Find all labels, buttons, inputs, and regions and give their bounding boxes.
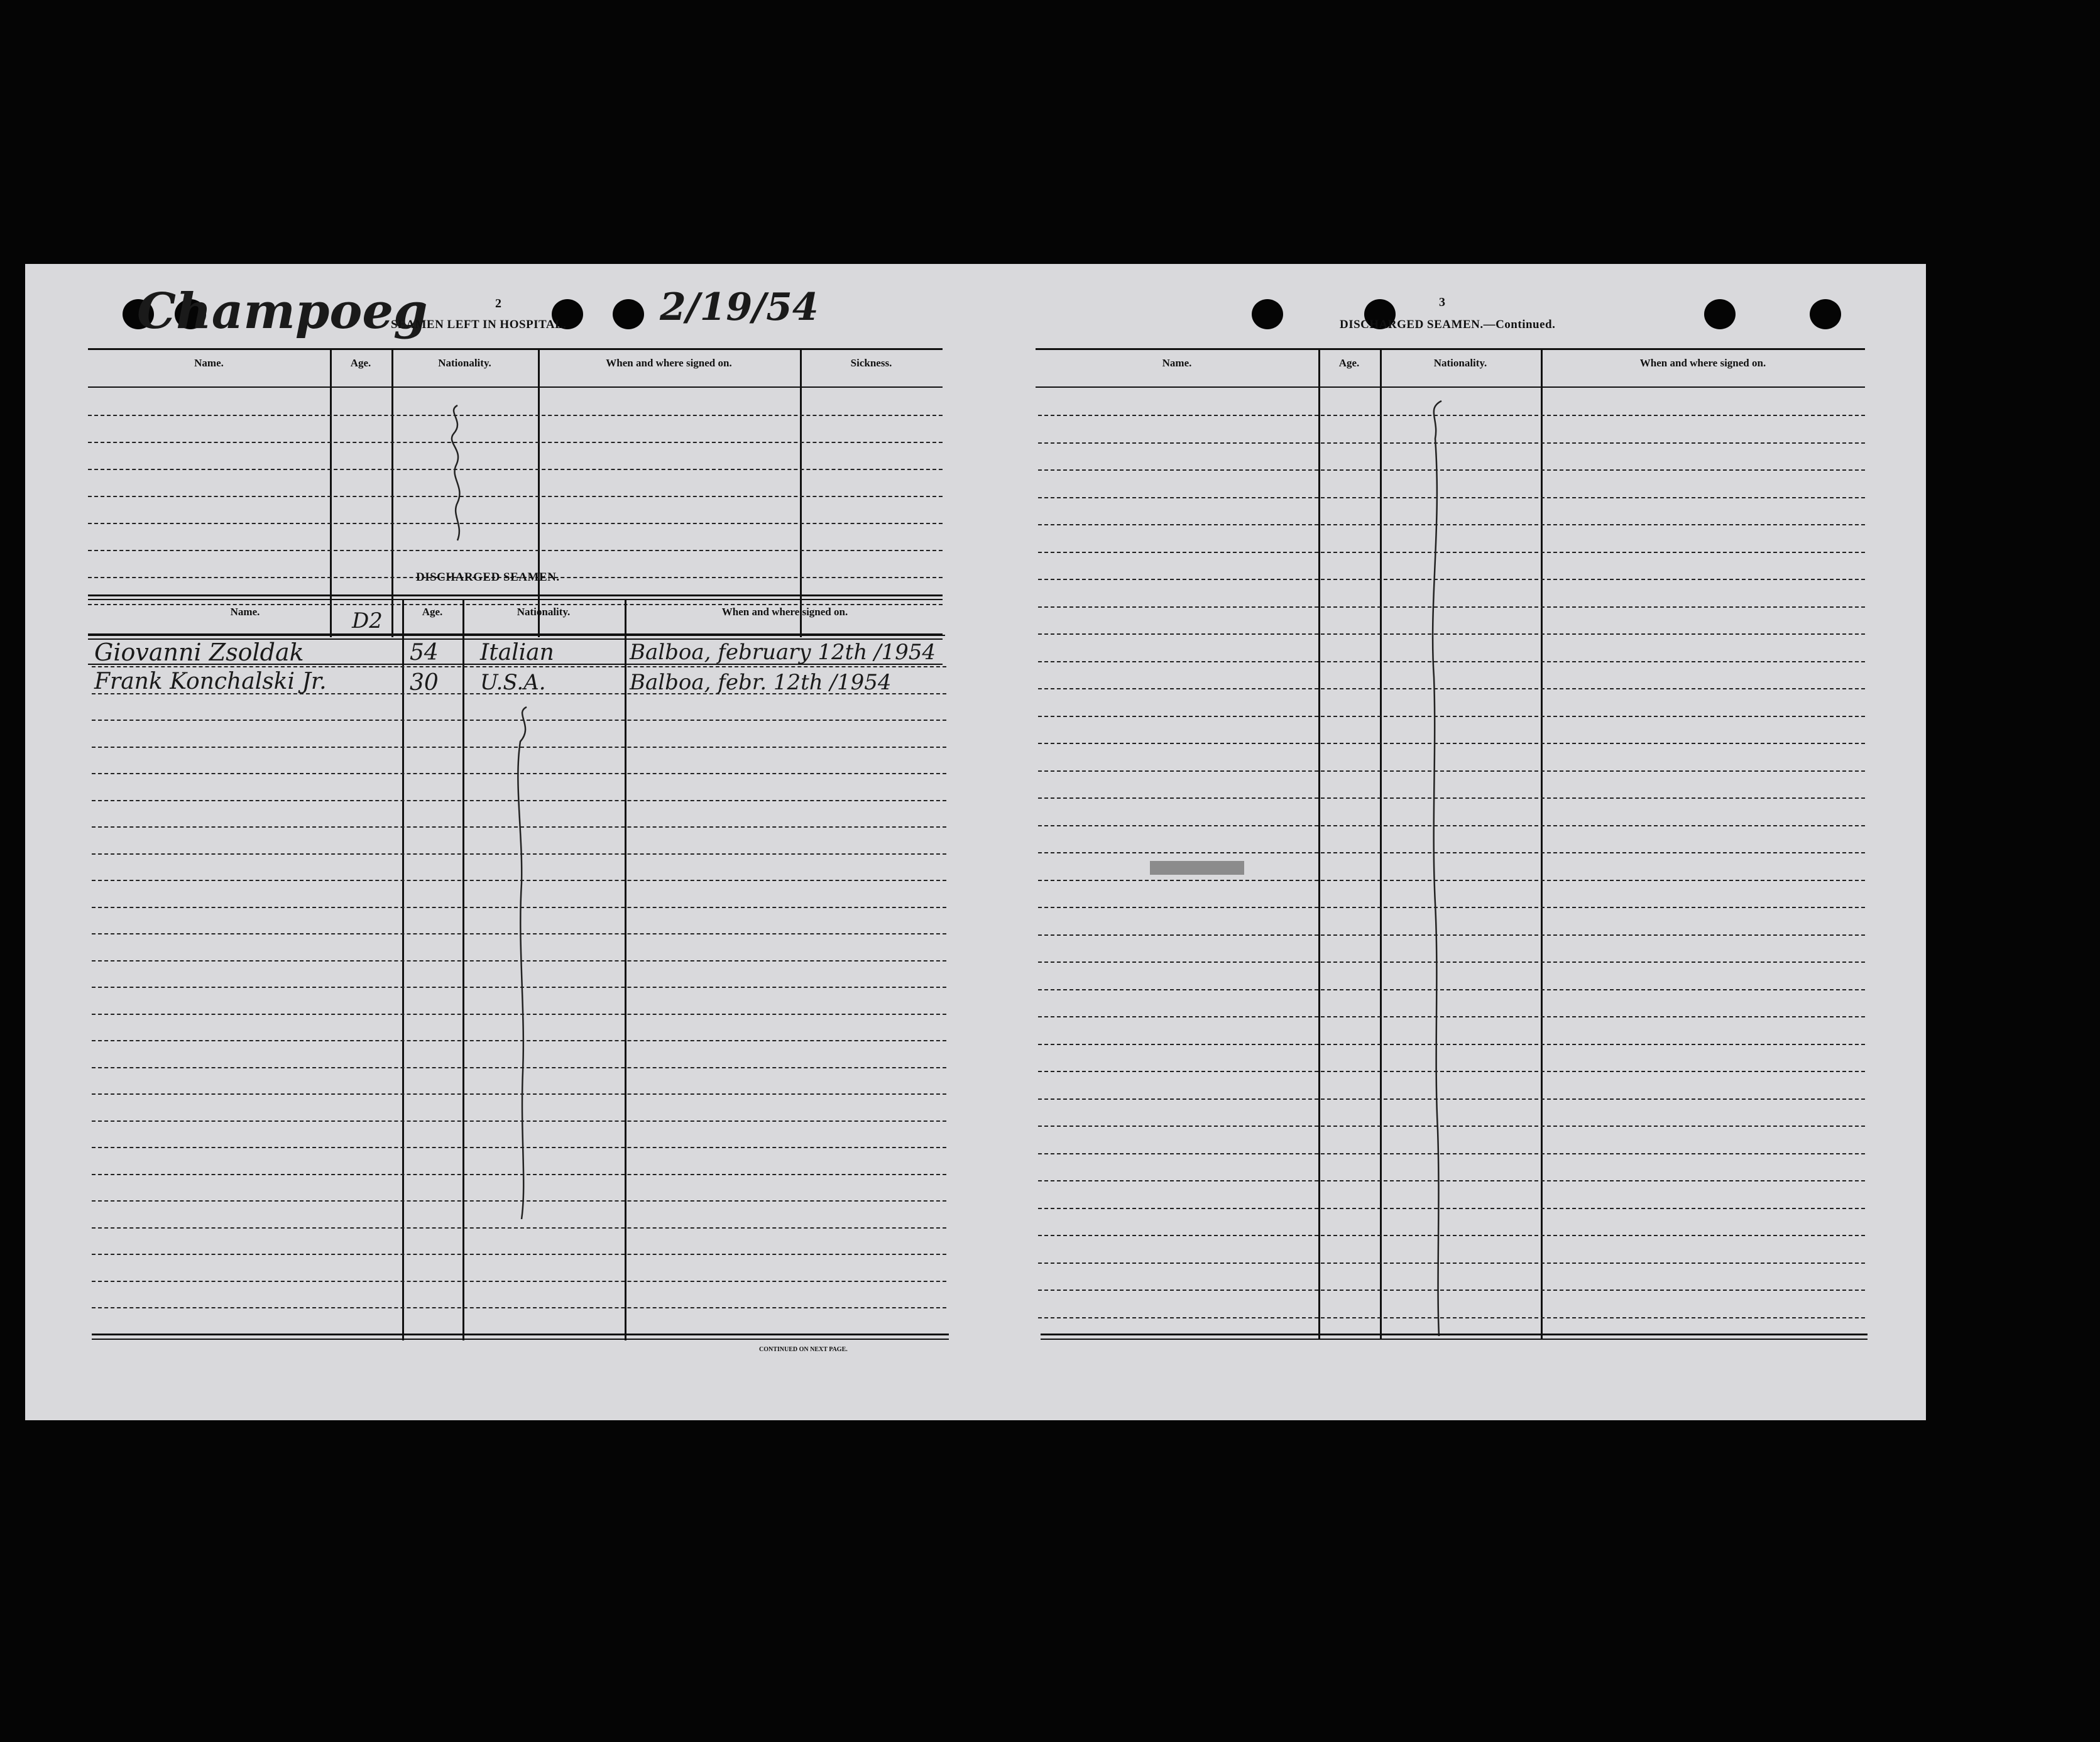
- punch-hole: [1704, 299, 1736, 329]
- discharged-continued-title: DISCHARGED SEAMEN.—Continued.: [1340, 318, 1556, 331]
- column-header: Age.: [422, 606, 443, 618]
- seaman-age: 30: [410, 670, 439, 696]
- page-number: 3: [1439, 295, 1445, 309]
- column-header: Age.: [350, 357, 371, 369]
- seaman-signed-on: Balboa, february 12th /1954: [630, 640, 936, 665]
- column-header: Age.: [1338, 357, 1360, 369]
- page-number: 2: [495, 297, 501, 310]
- entry-line: [92, 1281, 946, 1282]
- seaman-name: Giovanni Zsoldak: [94, 638, 304, 666]
- ditto-mark: [509, 707, 540, 1222]
- date-handwritten: 2/19/54: [660, 285, 819, 329]
- ditto-mark: [1420, 401, 1458, 1337]
- punch-hole: [613, 299, 644, 329]
- column-header: Name.: [230, 606, 260, 618]
- table-rule: [88, 386, 943, 388]
- discharged-section-title: DISCHARGED SEAMEN.: [416, 571, 560, 584]
- seaman-nationality: Italian: [480, 640, 554, 666]
- column-divider: [800, 348, 802, 637]
- ship-name-handwritten: Champoeg: [137, 283, 428, 340]
- entry-line: [88, 442, 943, 443]
- column-header: Name.: [1162, 357, 1192, 369]
- table-rule: [92, 1339, 949, 1340]
- table-rule: [1041, 1334, 1868, 1335]
- entry-line: [88, 496, 943, 497]
- right-page: [980, 264, 1926, 1420]
- punch-hole: [1252, 299, 1283, 329]
- table-rule: [88, 635, 945, 636]
- table-rule: [92, 1334, 949, 1335]
- left-page: [25, 264, 980, 1420]
- entry-line: [92, 1307, 946, 1308]
- column-divider: [538, 348, 540, 637]
- margin-note: D2: [352, 608, 383, 633]
- column-divider: [402, 599, 404, 1340]
- column-header: When and where signed on.: [1639, 357, 1766, 369]
- entry-line: [92, 1227, 946, 1229]
- column-header: Nationality.: [517, 606, 571, 618]
- column-divider: [462, 599, 464, 1340]
- table-rule: [88, 348, 943, 350]
- entry-line: [92, 693, 946, 694]
- table-rule: [88, 599, 943, 600]
- column-header: Nationality.: [438, 357, 491, 369]
- column-header: Sickness.: [850, 357, 892, 369]
- column-divider: [330, 348, 332, 637]
- entry-line: [92, 1254, 946, 1255]
- entry-line: [88, 604, 943, 605]
- punch-hole: [1810, 299, 1841, 329]
- entry-line: [88, 550, 943, 551]
- column-divider: [391, 348, 393, 637]
- entry-line: [92, 666, 946, 667]
- document-sheet: [25, 264, 1926, 1420]
- continued-note: CONTINUED ON NEXT PAGE.: [759, 1346, 848, 1353]
- table-rule: [88, 594, 943, 596]
- table-rule: [1041, 1339, 1868, 1340]
- smudge-mark: [1150, 861, 1244, 875]
- table-rule: [1036, 348, 1865, 350]
- seaman-nationality: U.S.A.: [480, 670, 546, 695]
- column-header: When and where signed on.: [721, 606, 848, 618]
- seaman-name: Frank Konchalski Jr.: [94, 669, 327, 694]
- entry-line: [88, 523, 943, 524]
- seaman-signed-on: Balboa, febr. 12th /1954: [630, 670, 892, 695]
- table-rule: [1036, 386, 1865, 388]
- column-header: When and where signed on.: [606, 357, 732, 369]
- ditto-mark: [446, 405, 471, 544]
- entry-line: [88, 415, 943, 416]
- hospital-section-title: SEAMEN LEFT IN HOSPITAL.: [391, 318, 567, 331]
- column-header: Name.: [194, 357, 224, 369]
- seaman-age: 54: [410, 640, 439, 666]
- column-divider: [625, 599, 626, 1340]
- entry-line: [88, 469, 943, 470]
- column-header: Nationality.: [1433, 357, 1487, 369]
